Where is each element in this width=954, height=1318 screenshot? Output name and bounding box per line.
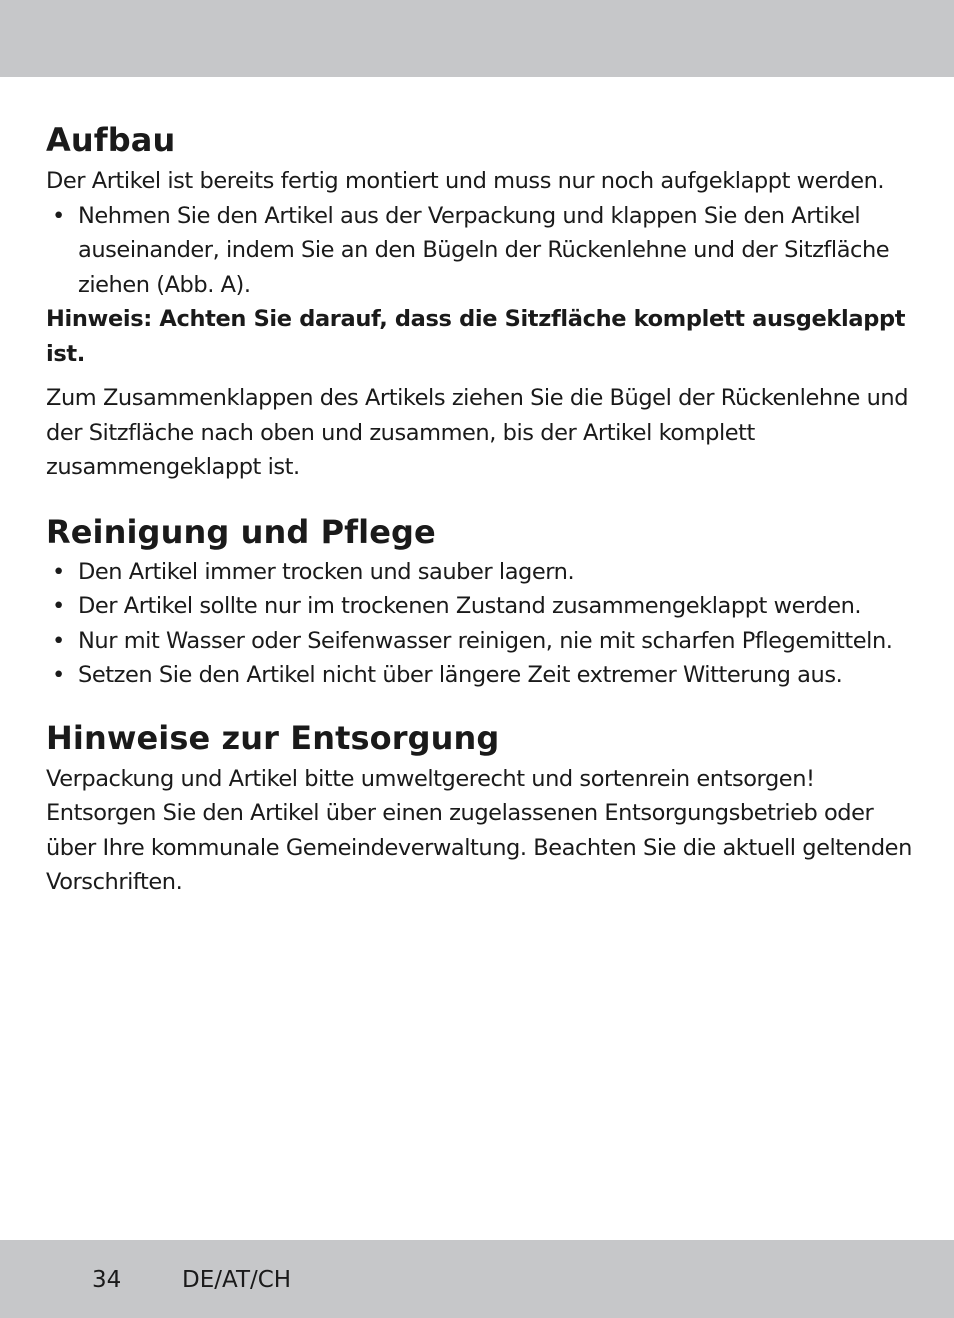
heading-reinigung: Reinigung und Pflege xyxy=(46,512,436,551)
list-item-text: Setzen Sie den Artikel nicht über längere Zeit extremer Witterung aus. xyxy=(78,662,843,688)
page-content xyxy=(46,118,926,900)
section-reinigung xyxy=(46,510,926,693)
bullet-icon: • xyxy=(52,627,65,654)
section-entsorgung xyxy=(46,716,926,900)
list-item xyxy=(46,199,926,303)
header-band xyxy=(0,0,954,77)
list-item-text: Nur mit Wasser oder Seifenwasser reinigen, nie mit scharfen Pflegemitteln. xyxy=(78,627,893,654)
list-item xyxy=(46,589,926,624)
bullet-icon: • xyxy=(52,593,65,619)
bullet-icon: • xyxy=(52,558,65,585)
region-label: DE/AT/CH xyxy=(182,1267,292,1293)
footer-band xyxy=(0,1240,954,1318)
heading-entsorgung: Hinweise zur Entsorgung xyxy=(46,718,500,757)
heading-aufbau: Aufbau xyxy=(46,121,176,159)
list-item xyxy=(46,555,926,590)
fold-instructions: Zum Zusammenklappen des Artikels ziehen Sie die Bügel der Rückenlehne und der Sitzfläche nach oben und zusammen, bis der Artikel komplett zusammengeklappt ist. xyxy=(46,385,909,480)
list-item-text: Nehmen Sie den Artikel aus der Verpackung und klappen Sie den Artikel auseinander, indem Sie an den Bügeln der Rückenlehne und der Sitzfläche ziehen (Abb. A). xyxy=(78,202,890,298)
aufbau-bullet-list xyxy=(46,199,926,303)
page-number: 34 xyxy=(92,1267,122,1293)
section-aufbau xyxy=(46,118,926,485)
list-item-text: Den Artikel immer trocken und sauber lagern. xyxy=(78,558,575,585)
hinweis-note: Hinweis: Achten Sie darauf, dass die Sitzfläche komplett ausgeklappt ist. xyxy=(46,306,906,367)
list-item xyxy=(46,624,926,659)
bullet-icon: • xyxy=(52,202,65,229)
list-item xyxy=(46,658,926,693)
entsorgung-text: Verpackung und Artikel bitte umweltgerecht und sortenrein entsorgen! Entsorgen Sie den Artikel über einen zugelassenen Entsorgungsbetrieb oder über Ihre kommunale Gemeindeverwaltung. Beachten Sie die aktuell geltenden Vorschriften. xyxy=(46,765,912,895)
reinigung-bullet-list xyxy=(46,555,926,693)
list-item-text: Der Artikel sollte nur im trockenen Zustand zusammengeklappt werden. xyxy=(78,593,862,619)
bullet-icon: • xyxy=(52,662,65,688)
aufbau-intro: Der Artikel ist bereits fertig montiert und muss nur noch aufgeklappt werden. xyxy=(46,168,885,194)
